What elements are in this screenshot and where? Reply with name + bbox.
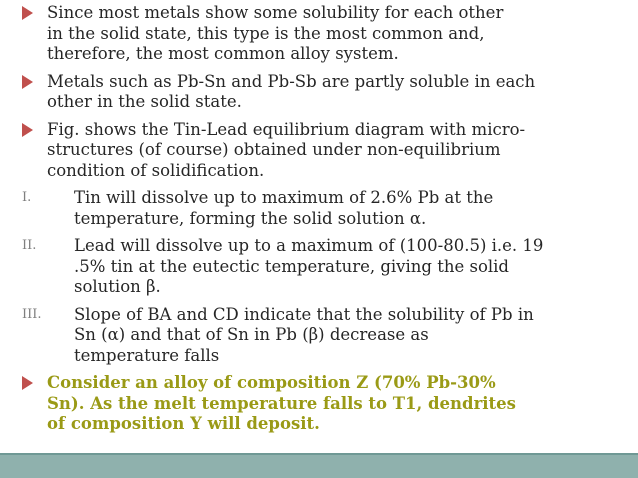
item-number: III.: [22, 306, 42, 322]
numbered-item: [22, 236, 622, 298]
footer-band: [0, 455, 638, 478]
highlight-bullet-item: [22, 373, 622, 435]
numbered-item: [22, 188, 622, 229]
highlight-bullet-text: Consider an alloy of composition Z (70% Pb-30% Sn). As the melt temperature falls to T1, dendrites of composition Y will deposit.: [47, 373, 516, 433]
item-number: II.: [22, 238, 37, 253]
bullet-item: [22, 72, 622, 113]
bullet-item: [22, 120, 622, 182]
bullet-item: [22, 3, 622, 65]
numbered-text: Tin will dissolve up to maximum of 2.6% Pb at the temperature, forming the solid solution α.: [74, 188, 494, 228]
triangle-bullet-icon: [22, 376, 33, 390]
triangle-bullet-icon: [22, 6, 33, 20]
numbered-item: [22, 305, 622, 367]
item-number: I.: [22, 190, 32, 205]
bullet-text: Since most metals show some solubility for each other in the solid state, this type is the most common and, therefore, the most common alloy system.: [47, 3, 504, 63]
triangle-bullet-icon: [22, 123, 33, 137]
slide-content: [22, 3, 622, 442]
bullet-text: Fig. shows the Tin-Lead equilibrium diagram with micro-structures (of course) obtained under non-equilibrium condition of solidification.: [47, 119, 526, 180]
bullet-text: Metals such as Pb-Sn and Pb-Sb are partly soluble in each other in the solid state.: [47, 71, 536, 111]
numbered-text: Lead will dissolve up to a maximum of (100-80.5) i.e. 19 .5% tin at the eutectic temperature, giving the solid solution β.: [74, 236, 544, 296]
numbered-text: Slope of BA and CD indicate that the solubility of Pb in Sn (α) and that of Sn in Pb (β) decrease as temperature falls: [74, 304, 534, 365]
triangle-bullet-icon: [22, 75, 33, 89]
